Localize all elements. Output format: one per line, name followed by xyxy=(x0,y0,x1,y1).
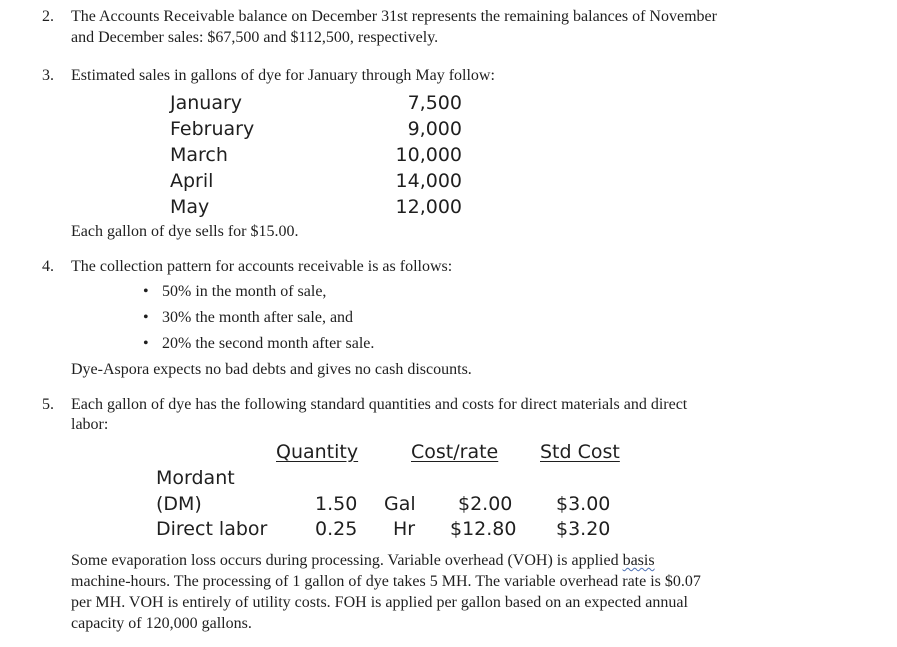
row-label: (DM) xyxy=(156,493,202,515)
gallons-value: 9,000 xyxy=(407,118,462,140)
item-number: 3. xyxy=(42,67,54,84)
month-label: February xyxy=(170,118,255,140)
gallons-value: 12,000 xyxy=(395,196,462,218)
bullet-text: 20% the second month after sale. xyxy=(162,335,375,352)
unit-value: Gal xyxy=(384,493,416,515)
item-number: 2. xyxy=(42,8,54,25)
para-line-2: machine-hours. The processing of 1 gallon of dye takes 5 MH. The variable overhead rate is $0.07 xyxy=(71,573,701,590)
header-quantity: Quantity xyxy=(276,441,359,463)
row-label: Mordant xyxy=(156,467,235,489)
item-4-intro: The collection pattern for accounts receivable is as follows: xyxy=(71,258,453,275)
bullet-text: 30% the month after sale, and xyxy=(162,309,354,326)
item-5-line-1: Each gallon of dye has the following standard quantities and costs for direct materials and direct xyxy=(71,396,688,413)
header-cost-rate: Cost/rate xyxy=(411,441,499,463)
bullet-text: 50% in the month of sale, xyxy=(162,283,327,300)
item-3-note: Each gallon of dye sells for $15.00. xyxy=(71,223,299,240)
item-4-note: Dye-Aspora expects no bad debts and gives no cash discounts. xyxy=(71,361,472,378)
item-2-line-2: and December sales: $67,500 and $112,500, respectively. xyxy=(71,29,439,46)
gallons-value: 14,000 xyxy=(395,170,462,192)
para-line-3: per MH. VOH is entirely of utility costs. FOH is applied per gallon based on an expected annual xyxy=(71,594,688,611)
row-label: Direct labor xyxy=(156,518,268,540)
para-line-4: capacity of 120,000 gallons. xyxy=(71,615,252,632)
item-2-line-1: The Accounts Receivable balance on December 31st represents the remaining balances of November xyxy=(71,8,717,25)
bullet-icon: • xyxy=(143,309,149,326)
unit-value: Hr xyxy=(393,518,416,540)
spellcheck-word[interactable]: basis xyxy=(622,552,655,569)
qty-value: 1.50 xyxy=(315,493,358,515)
rate-value: $2.00 xyxy=(458,493,513,515)
qty-value: 0.25 xyxy=(315,518,358,540)
month-label: April xyxy=(170,170,214,192)
header-std-cost: Std Cost xyxy=(540,441,620,463)
item-5-line-2: labor: xyxy=(71,416,109,433)
item-3-intro: Estimated sales in gallons of dye for January through May follow: xyxy=(71,67,495,84)
month-label: March xyxy=(170,144,228,166)
std-value: $3.00 xyxy=(556,493,611,515)
para-line-1-text: Some evaporation loss occurs during processing. Variable overhead (VOH) is applied xyxy=(71,552,623,569)
month-label: May xyxy=(170,196,210,218)
bullet-icon: • xyxy=(143,335,149,352)
gallons-value: 10,000 xyxy=(395,144,462,166)
gallons-value: 7,500 xyxy=(407,92,462,114)
rate-value: $12.80 xyxy=(450,518,517,540)
item-number: 4. xyxy=(42,258,54,275)
std-value: $3.20 xyxy=(556,518,611,540)
item-number: 5. xyxy=(42,396,54,413)
bullet-icon: • xyxy=(143,283,149,300)
para-line-1 xyxy=(71,552,655,570)
month-label: January xyxy=(170,92,243,114)
